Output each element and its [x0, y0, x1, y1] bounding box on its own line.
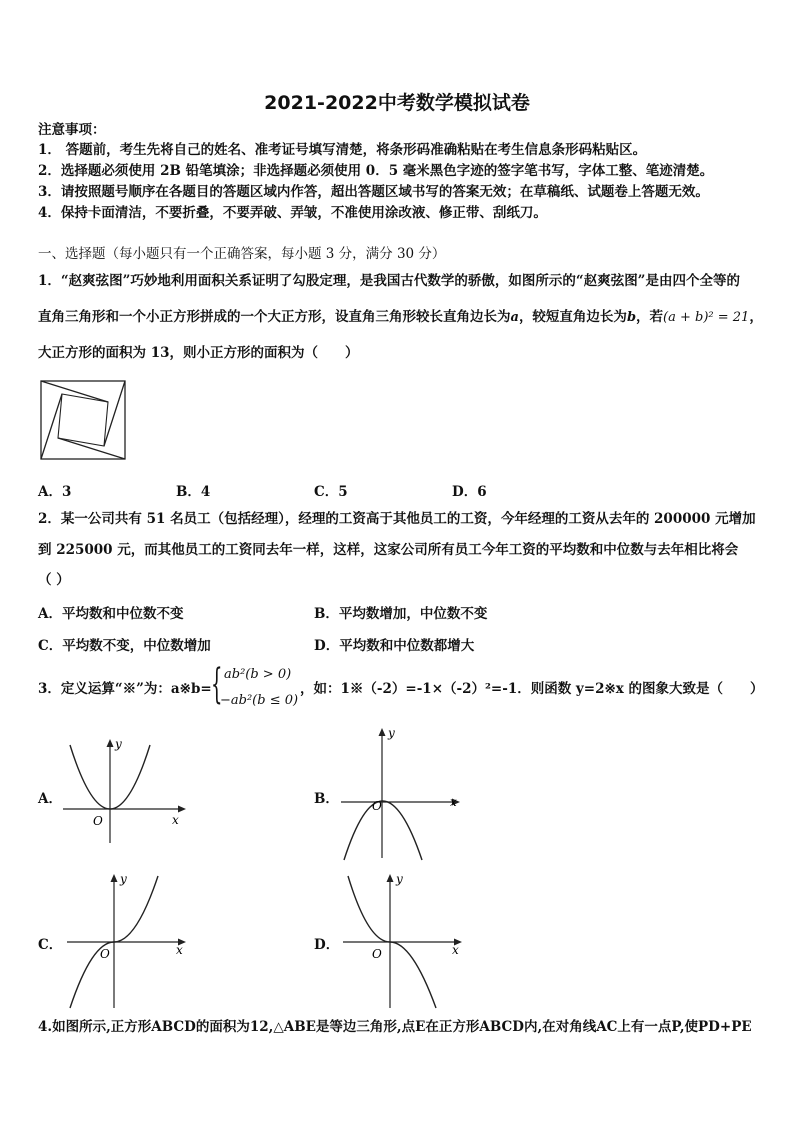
q3-graph-c-origin: O — [100, 947, 110, 961]
q3-graph-b — [336, 722, 466, 862]
q1-option-b: B．4 — [176, 484, 211, 500]
notice-heading: 注意事项： — [38, 122, 106, 138]
notice-item-2: 2．选择题必须使用 2B 铅笔填涂；非选择题必须使用 0．5 毫米黑色字迹的签字笔书写，字体工整、笔迹清楚。 — [38, 163, 714, 179]
q1-option-c: C．5 — [314, 484, 348, 500]
q3-graph-c-label: C． — [38, 937, 63, 953]
q3-graph-d-x-label: x — [452, 943, 459, 957]
q3-graph-d-label: D． — [314, 937, 340, 953]
q2-option-b: B．平均数增加，中位数不变 — [314, 606, 488, 622]
q3-suffix: ，如：1※（-2）=-1×（-2）²=-1．则函数 y=2※x 的图象大致是（ ） — [300, 681, 764, 697]
q1-line-3: 大正方形的面积为 13，则小正方形的面积为（ ） — [38, 345, 359, 361]
q3-graph-a — [58, 733, 193, 845]
page-title: 2021-2022中考数学模拟试卷 — [264, 92, 530, 114]
q3-case-1: ab²(b > 0) — [224, 667, 292, 682]
q3-brace: { — [211, 661, 223, 710]
zhao-shuang-diagram — [38, 378, 128, 462]
q3-graph-d-y-label: y — [396, 872, 403, 886]
q3-graph-a-x-label: x — [172, 813, 179, 827]
q1-line-2-text-b: ，较短直角边长为 — [518, 309, 627, 325]
q3-graph-c-y-label: y — [120, 872, 127, 886]
q1-option-d: D．6 — [452, 484, 487, 500]
q2-line-1: 2．某一公司共有 51 名员工（包括经理），经理的工资高于其他员工的工资，今年经理的工资从去年的 200000 元增加 — [38, 511, 756, 527]
q2-option-c: C．平均数不变，中位数增加 — [38, 638, 211, 654]
q1-line-1: 1．“赵爽弦图”巧妙地利用面积关系证明了勾股定理，是我国古代数学的骄傲，如图所示的“赵爽弦图”是由四个全等的 — [38, 273, 740, 289]
q3-graph-b-y-label: y — [388, 726, 395, 740]
q1-formula: (a + b)² = 21 — [663, 310, 750, 325]
q3-graph-b-x-label: x — [450, 795, 457, 809]
q3-case-2: −ab²(b ≤ 0) — [220, 693, 299, 708]
notice-item-3: 3．请按照题号顺序在各题目的答题区域内作答，超出答题区域书写的答案无效；在草稿纸、试题卷上答题无效。 — [38, 184, 709, 200]
q2-option-d: D．平均数和中位数都增大 — [314, 638, 475, 654]
q3-prefix: 3．定义运算“※”为：a※b= — [38, 681, 212, 697]
q3-graph-b-origin: O — [372, 799, 382, 813]
q3-graph-c — [62, 868, 192, 1010]
q1-var-b: b — [626, 310, 637, 325]
q3-graph-b-label: B． — [314, 791, 339, 807]
q3-graph-d — [338, 868, 468, 1010]
q3-graph-c-x-label: x — [176, 943, 183, 957]
q2-line-2: 到 225000 元，而其他员工的工资同去年一样，这样，这家公司所有员工今年工资的平均数和中位数与去年相比将会 — [38, 542, 739, 558]
q3-graph-a-label: A． — [38, 791, 62, 807]
q1-line-2-text-a: 直角三角形和一个小正方形拼成的一个大正方形，设直角三角形较长直角边长为 — [38, 309, 511, 325]
q4-line-1: 4.如图所示,正方形ABCD的面积为12,△ABE是等边三角形,点E在正方形ABCD内,在对角线AC上有一点P,使PD+PE — [38, 1019, 752, 1035]
q1-var-a: a — [510, 310, 519, 325]
q2-option-a: A．平均数和中位数不变 — [38, 606, 184, 622]
section-heading: 一、选择题（每小题只有一个正确答案，每小题 3 分，满分 30 分） — [38, 246, 446, 262]
q3-graph-d-origin: O — [372, 947, 382, 961]
q1-line-2 — [38, 308, 763, 327]
q1-line-2-text-d: ， — [749, 309, 763, 325]
notice-item-4: 4．保持卡面清洁，不要折叠，不要弄破、弄皱，不准使用涂改液、修正带、刮纸刀。 — [38, 205, 547, 221]
q1-option-a: A．3 — [38, 484, 72, 500]
q3-graph-a-y-label: y — [115, 737, 122, 751]
q1-line-2-text-c: ，若 — [636, 309, 664, 325]
q3-graph-a-origin: O — [93, 814, 103, 828]
q2-line-3: （ ） — [38, 572, 70, 588]
notice-item-1: 1． 答题前，考生先将自己的姓名、准考证号填写清楚，将条形码准确粘贴在考生信息条形码粘贴区。 — [38, 142, 647, 158]
